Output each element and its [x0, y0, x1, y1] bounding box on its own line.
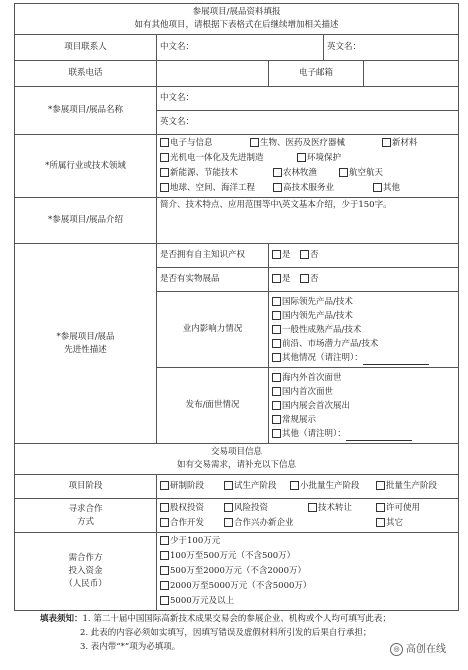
stage-option[interactable]: 批量生产阶段	[376, 480, 437, 493]
industry-option[interactable]: 新能源、节能技术	[160, 166, 273, 181]
checkbox[interactable]	[297, 153, 306, 162]
coop-option[interactable]: 合作开发	[160, 516, 224, 531]
checkbox[interactable]	[160, 138, 169, 147]
intro-hint: 简介、技术特点、应用范围等中\英文基本介绍，少于150字。	[160, 200, 392, 210]
notes-heading: 填表须知：	[40, 614, 83, 624]
project-cn-name-label: 中文名：	[160, 93, 195, 103]
trade-subtitle: 如有交易需求，请补充以下信息	[177, 460, 297, 470]
intro-label: *参展项目/展品介绍	[15, 198, 157, 244]
influence-options	[269, 292, 459, 368]
registration-form	[14, 3, 458, 611]
release-option[interactable]: 国内首次面世	[272, 385, 455, 399]
industry-label: *所属行业或技术领域	[15, 135, 157, 198]
influence-label: 业内影响力情况	[157, 292, 269, 368]
checkbox[interactable]	[160, 566, 169, 575]
checkbox[interactable]	[300, 274, 309, 283]
stage-option[interactable]: 小批量生产阶段	[290, 480, 376, 493]
industry-options	[157, 135, 459, 198]
phone-label: 联系电话	[15, 61, 157, 87]
checkbox[interactable]	[382, 138, 391, 147]
checkbox[interactable]	[272, 387, 281, 396]
influence-option[interactable]: 一般性成熟产品/技术	[272, 323, 455, 337]
influence-option[interactable]: 其他情况（请注明）：	[272, 351, 455, 365]
checkbox[interactable]	[272, 415, 281, 424]
coop-option[interactable]: 技术转让	[308, 501, 376, 516]
investment-option[interactable]: 5000万元及以上	[160, 594, 455, 609]
coop-option[interactable]: 风险投资	[224, 501, 308, 516]
fill-in-line[interactable]	[346, 431, 412, 441]
checkbox[interactable]	[272, 339, 281, 348]
coop-option[interactable]: 其它	[376, 516, 403, 531]
coop-option[interactable]: 许可使用	[376, 501, 420, 516]
investment-options	[157, 533, 459, 611]
industry-option[interactable]: 农林牧渔	[273, 166, 339, 181]
checkbox[interactable]	[250, 138, 259, 147]
investment-option[interactable]: 2000万至5000万元（不含5000万）	[160, 579, 455, 594]
checkbox[interactable]	[160, 153, 169, 162]
checkbox[interactable]	[339, 168, 348, 177]
ip-no-option[interactable]: 否	[300, 249, 319, 262]
contact-person-label: 项目联系人	[15, 35, 157, 61]
contact-cn-name-field[interactable]	[157, 35, 324, 61]
ip-label: 是否拥有自主知识产权	[157, 244, 269, 268]
investment-option[interactable]: 少于100万元	[160, 534, 455, 549]
checkbox[interactable]	[272, 373, 281, 382]
industry-option[interactable]: 其他	[373, 181, 400, 196]
checkbox[interactable]	[376, 503, 385, 512]
watermark-text: 高创在线	[406, 644, 446, 655]
checkbox[interactable]	[373, 183, 382, 192]
checkbox[interactable]	[272, 274, 281, 283]
coop-label: 寻求合作 方式	[15, 499, 157, 533]
stage-option[interactable]: 研制阶段	[160, 480, 224, 493]
investment-option[interactable]: 500万至2000万元（不含2000万）	[160, 564, 455, 579]
checkbox[interactable]	[376, 481, 385, 490]
checkbox[interactable]	[272, 297, 281, 306]
checkbox[interactable]	[224, 503, 233, 512]
phone-field[interactable]	[157, 61, 269, 87]
checkbox[interactable]	[376, 518, 385, 527]
physical-no-option[interactable]: 否	[300, 273, 319, 286]
fill-in-line[interactable]	[363, 355, 429, 365]
intro-field[interactable]	[157, 198, 459, 244]
checkbox[interactable]	[224, 481, 233, 490]
release-label: 发布/面世情况	[157, 368, 269, 444]
physical-exhibit-label: 是否有实物展品	[157, 268, 269, 292]
checkbox[interactable]	[272, 325, 281, 334]
note-item: 3. 表内带“*”项为必填项。	[80, 642, 181, 652]
coop-options	[157, 499, 459, 533]
cn-name-label: 中文名：	[160, 42, 195, 52]
checkbox[interactable]	[160, 551, 169, 560]
en-name-label: 英文名：	[327, 42, 362, 52]
influence-option[interactable]: 前沿、市场潜力产品/技术	[272, 337, 455, 351]
email-field[interactable]	[364, 61, 459, 87]
checkbox[interactable]	[160, 536, 169, 545]
contact-en-name-field[interactable]	[324, 35, 459, 61]
form-subtitle: 如有其他项目，请根据下表格式在后继续增加相关描述	[134, 20, 339, 30]
investment-label: 需合作方 投入资金 （人民币）	[15, 533, 157, 611]
checkbox[interactable]	[224, 518, 233, 527]
checkbox[interactable]	[308, 503, 317, 512]
project-name-label: *参展项目/展品名称	[15, 87, 157, 135]
industry-option[interactable]: 生物、医药及医疗器械	[250, 136, 382, 151]
ip-options	[269, 244, 459, 268]
watermark	[390, 640, 446, 656]
industry-option[interactable]: 高技术服务业	[273, 181, 373, 196]
investment-option[interactable]: 100万至500万元（不含500万）	[160, 549, 455, 564]
note-item: 2. 此表的内容必须如实填写，因填写错误及虚假材料所引发的后果自行承担；	[80, 628, 372, 638]
industry-option[interactable]: 航空航天	[339, 166, 383, 181]
release-option[interactable]: 国内展会首次展出	[272, 399, 455, 413]
checkbox[interactable]	[160, 518, 169, 527]
release-options	[269, 368, 459, 444]
email-label: 电子邮箱	[269, 61, 364, 87]
project-en-name-field[interactable]	[157, 111, 459, 135]
checkbox[interactable]	[272, 401, 281, 410]
checkbox[interactable]	[272, 353, 281, 362]
checkbox[interactable]	[273, 168, 282, 177]
checkbox[interactable]	[272, 429, 281, 438]
coop-option[interactable]: 股权投资	[160, 501, 224, 516]
checkbox[interactable]	[272, 250, 281, 259]
checkbox[interactable]	[160, 581, 169, 590]
trade-header	[15, 444, 459, 475]
checkbox[interactable]	[290, 481, 299, 490]
checkbox[interactable]	[273, 183, 282, 192]
industry-option[interactable]: 光机电一体化及先进制造	[160, 151, 297, 166]
industry-option[interactable]: 地球、空间、海洋工程	[160, 181, 273, 196]
industry-option[interactable]: 电子与信息	[160, 136, 250, 151]
checkbox[interactable]	[160, 481, 169, 490]
note-item: 1. 第二十届中国国际高新技术成果交易会的参展企业、机构或个人均可填写此表；	[82, 614, 391, 624]
ip-yes-option[interactable]: 是	[272, 249, 300, 262]
influence-option[interactable]: 国际领先产品/技术	[272, 295, 455, 309]
stage-option[interactable]: 试生产阶段	[224, 480, 290, 493]
physical-exhibit-options	[269, 268, 459, 292]
industry-option[interactable]: 新材料	[382, 136, 418, 151]
checkbox[interactable]	[160, 168, 169, 177]
checkbox[interactable]	[300, 250, 309, 259]
checkbox[interactable]	[160, 183, 169, 192]
stage-options	[157, 475, 459, 499]
physical-yes-option[interactable]: 是	[272, 273, 300, 286]
coop-option[interactable]: 合作兴办新企业	[224, 516, 376, 531]
industry-option[interactable]: 环境保护	[297, 151, 341, 166]
checkbox[interactable]	[272, 311, 281, 320]
checkbox[interactable]	[160, 503, 169, 512]
form-title: 参展项目/展品资料填报	[192, 7, 281, 17]
release-option[interactable]: 常规展示	[272, 413, 455, 427]
checkbox[interactable]	[160, 596, 169, 605]
advanced-label: *参展项目/展品 先进性描述	[15, 244, 157, 444]
trade-title: 交易项目信息	[211, 447, 263, 457]
release-option[interactable]: 海内外首次面世	[272, 371, 455, 385]
project-cn-name-field[interactable]	[157, 87, 459, 111]
stage-label: 项目阶段	[15, 475, 157, 499]
release-option[interactable]: 其他（请注明）：	[272, 427, 455, 441]
wechat-icon: ◎	[390, 643, 403, 656]
form-header	[15, 4, 459, 35]
project-en-name-label: 英文名：	[160, 117, 195, 127]
influence-option[interactable]: 国内领先产品/技术	[272, 309, 455, 323]
